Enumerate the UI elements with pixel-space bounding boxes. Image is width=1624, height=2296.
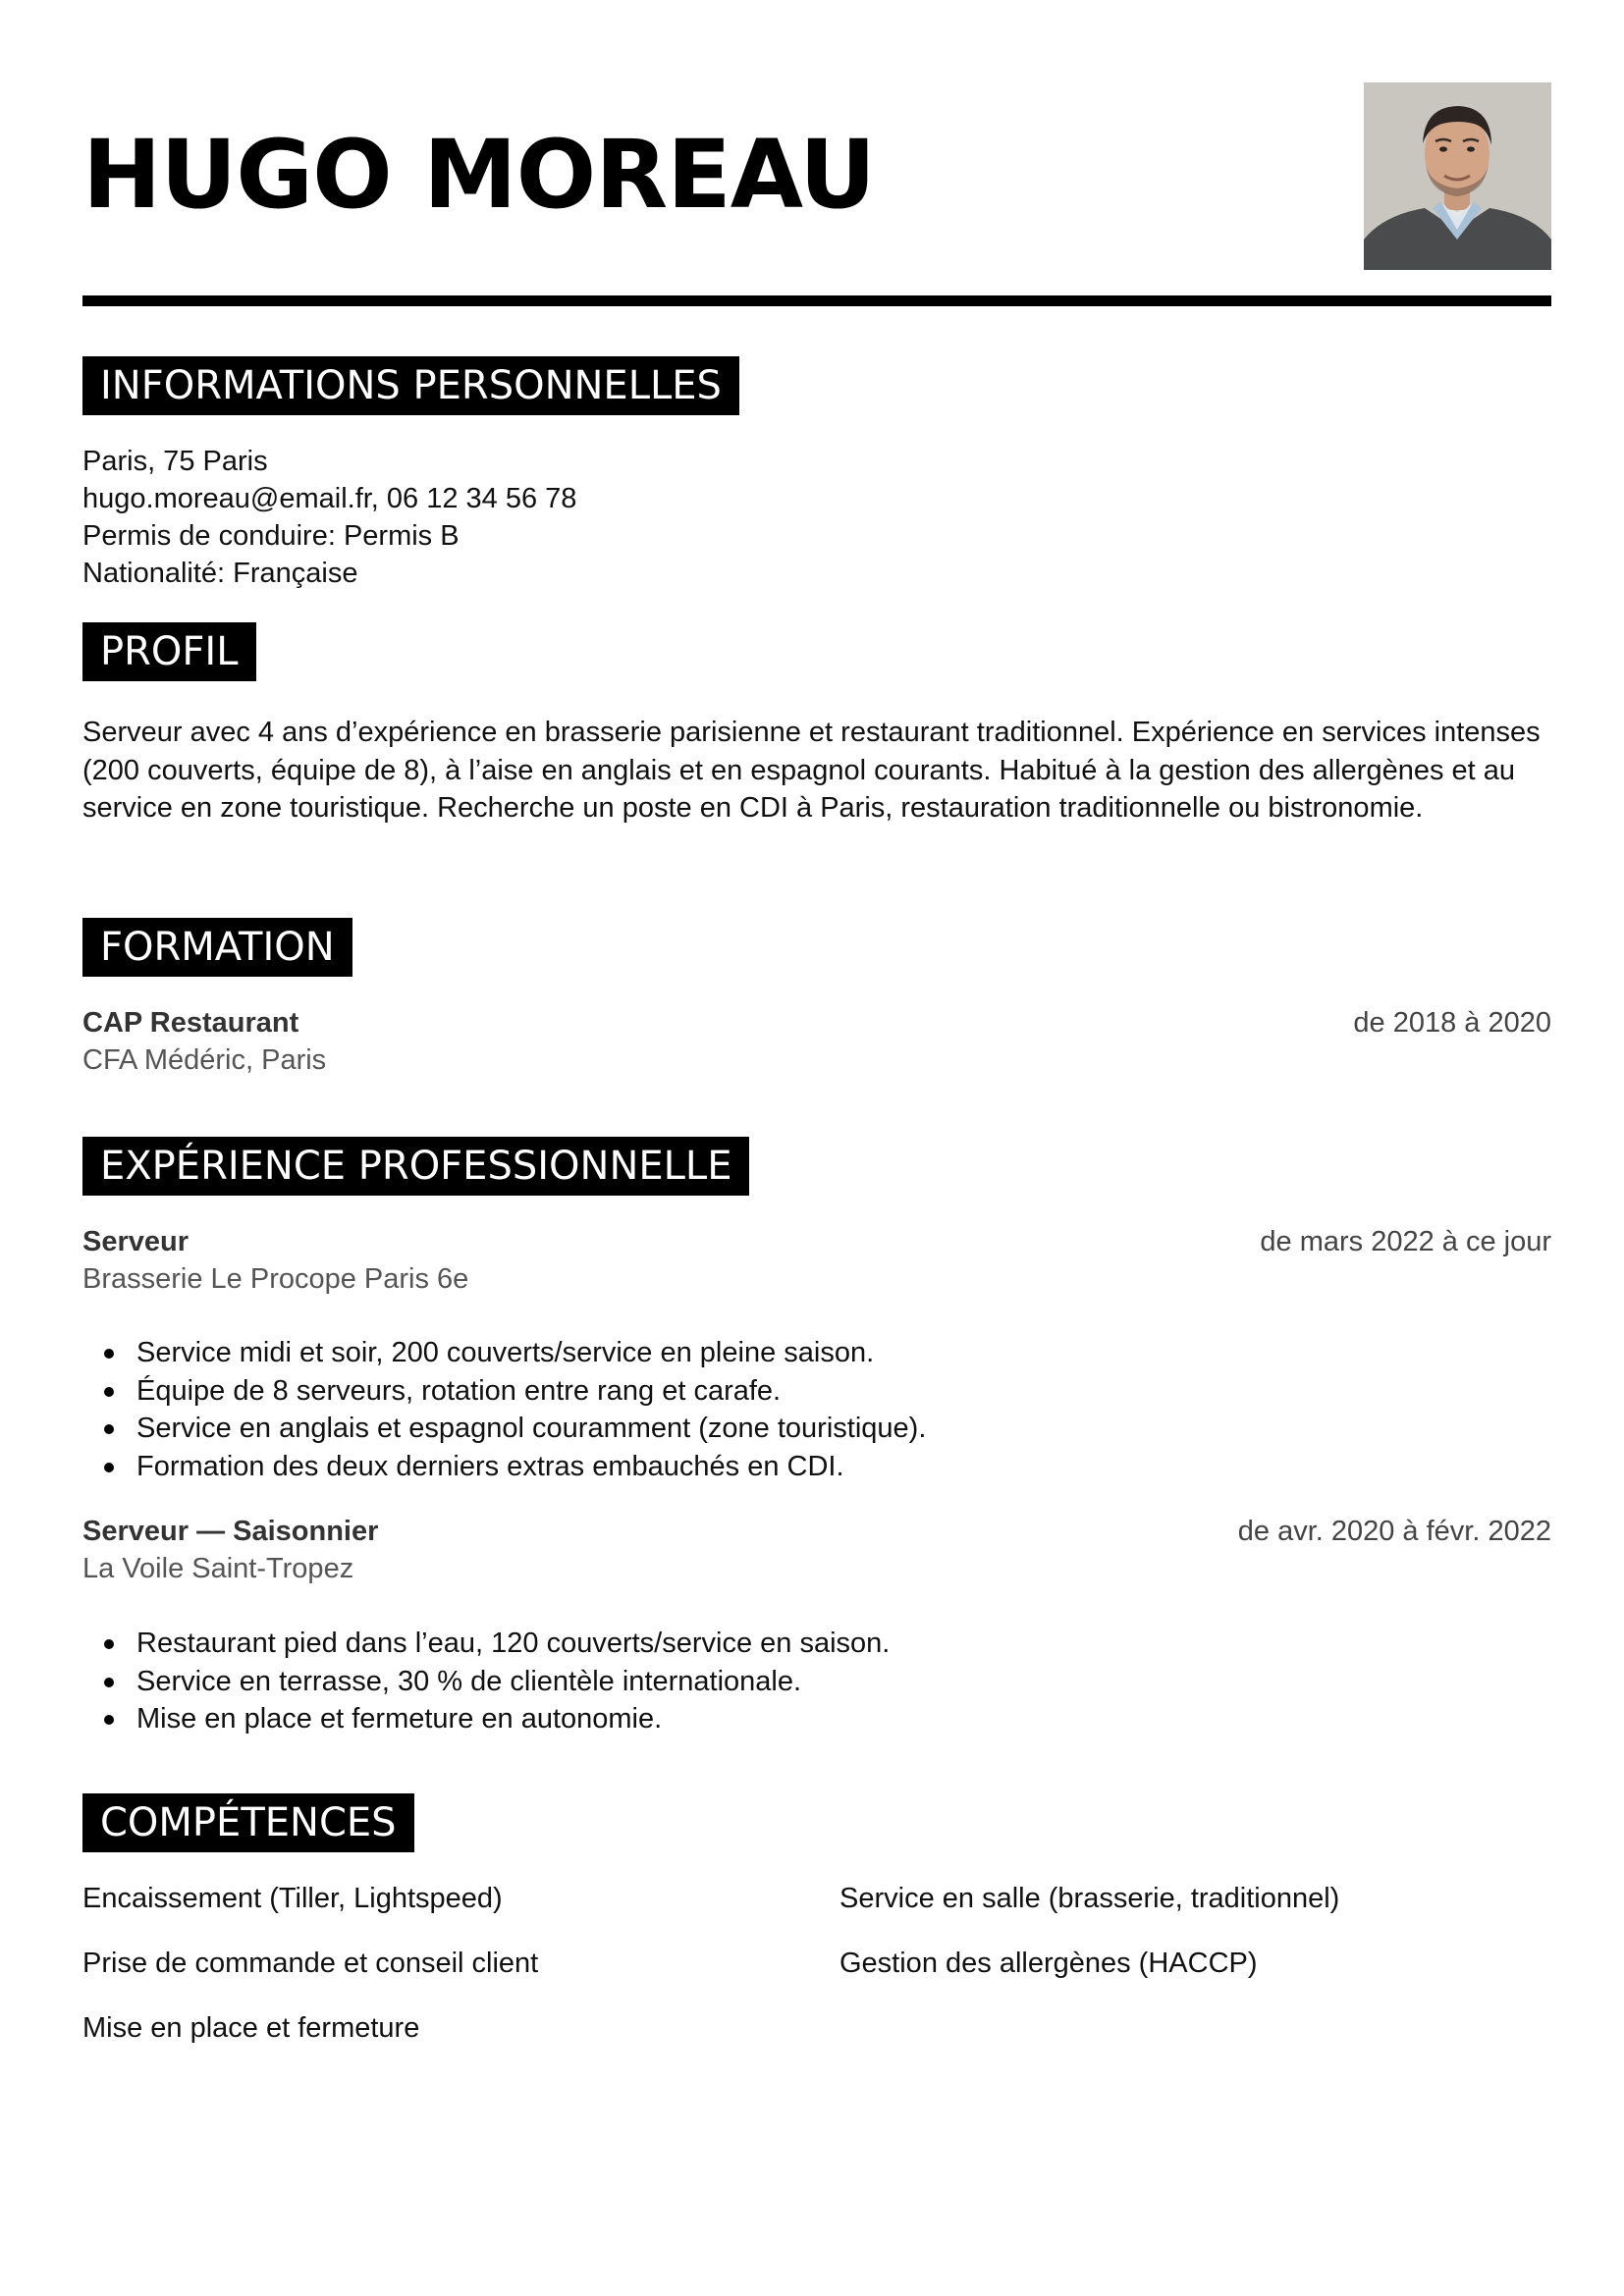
- education-school: CFA Médéric, Paris: [82, 1044, 327, 1076]
- section-title-skills: COMPÉTENCES: [82, 1793, 414, 1852]
- job-employer: La Voile Saint-Tropez: [82, 1553, 354, 1584]
- bullet-icon: [104, 1424, 114, 1434]
- job-employer: Brasserie Le Procope Paris 6e: [82, 1263, 469, 1295]
- job-title: Serveur — Saisonnier: [82, 1516, 379, 1547]
- skill-item: Prise de commande et conseil client: [82, 1948, 539, 1979]
- skill-item: Gestion des allergènes (HACCP): [839, 1948, 1258, 1979]
- header-divider: [82, 295, 1551, 306]
- skill-item: Service en salle (brasserie, traditionnel): [839, 1883, 1340, 1914]
- bullet-text: Équipe de 8 serveurs, rotation entre rang et carafe.: [136, 1374, 782, 1407]
- list-item: [82, 1372, 926, 1411]
- job-bullet-list: [82, 1625, 890, 1738]
- skill-item: Mise en place et fermeture: [82, 2012, 420, 2044]
- candidate-name: HUGO MOREAU: [82, 120, 876, 230]
- education-dates: de 2018 à 2020: [1353, 1007, 1551, 1039]
- section-title-profile: PROFIL: [82, 622, 256, 681]
- list-item: [82, 1448, 926, 1486]
- nationality-line: Nationalité: Française: [82, 558, 358, 589]
- section-title-education: FORMATION: [82, 918, 352, 977]
- section-title-experience: EXPÉRIENCE PROFESSIONNELLE: [82, 1137, 749, 1196]
- bullet-text: Formation des deux derniers extras embauchés en CDI.: [136, 1450, 844, 1482]
- list-item: [82, 1700, 890, 1738]
- bullet-text: Mise en place et fermeture en autonomie.: [136, 1703, 663, 1735]
- job-dates: de avr. 2020 à févr. 2022: [1237, 1516, 1551, 1547]
- driving-license-line: Permis de conduire: Permis B: [82, 520, 460, 552]
- address-line: Paris, 75 Paris: [82, 446, 268, 477]
- contact-line: hugo.moreau@email.fr, 06 12 34 56 78: [82, 483, 577, 514]
- bullet-icon: [104, 1715, 114, 1725]
- list-item: [82, 1410, 926, 1448]
- bullet-icon: [104, 1387, 114, 1397]
- skill-item: Encaissement (Tiller, Lightspeed): [82, 1883, 503, 1914]
- education-title: CAP Restaurant: [82, 1007, 299, 1039]
- bullet-text: Restaurant pied dans l’eau, 120 couverts/service en saison.: [136, 1628, 891, 1659]
- bullet-icon: [104, 1678, 114, 1687]
- profile-summary: Serveur avec 4 ans d’expérience en brasserie parisienne et restaurant traditionnel. Expérience en services intenses (200 couverts, équipe de 8), à l’aise en anglais et en espagnol courants. Habitué à la gestion des allergènes et au service en zone touristique. Recherche un poste en CDI à Paris, restauration traditionnelle ou bistronomie.: [82, 717, 1541, 824]
- list-item: [82, 1625, 890, 1663]
- job-title: Serveur: [82, 1226, 189, 1257]
- bullet-icon: [104, 1349, 114, 1359]
- bullet-text: Service en terrasse, 30 % de clientèle internationale.: [136, 1665, 802, 1697]
- job-dates: de mars 2022 à ce jour: [1260, 1226, 1551, 1257]
- list-item: [82, 1334, 926, 1372]
- bullet-text: Service en anglais et espagnol couramment (zone touristique).: [136, 1413, 927, 1444]
- job-bullet-list: [82, 1334, 926, 1485]
- bullet-text: Service midi et soir, 200 couverts/service en pleine saison.: [136, 1337, 875, 1368]
- bullet-icon: [104, 1463, 114, 1472]
- profile-photo: [1364, 82, 1551, 270]
- bullet-icon: [104, 1639, 114, 1649]
- list-item: [82, 1663, 890, 1701]
- section-title-personal-info: INFORMATIONS PERSONNELLES: [82, 356, 739, 415]
